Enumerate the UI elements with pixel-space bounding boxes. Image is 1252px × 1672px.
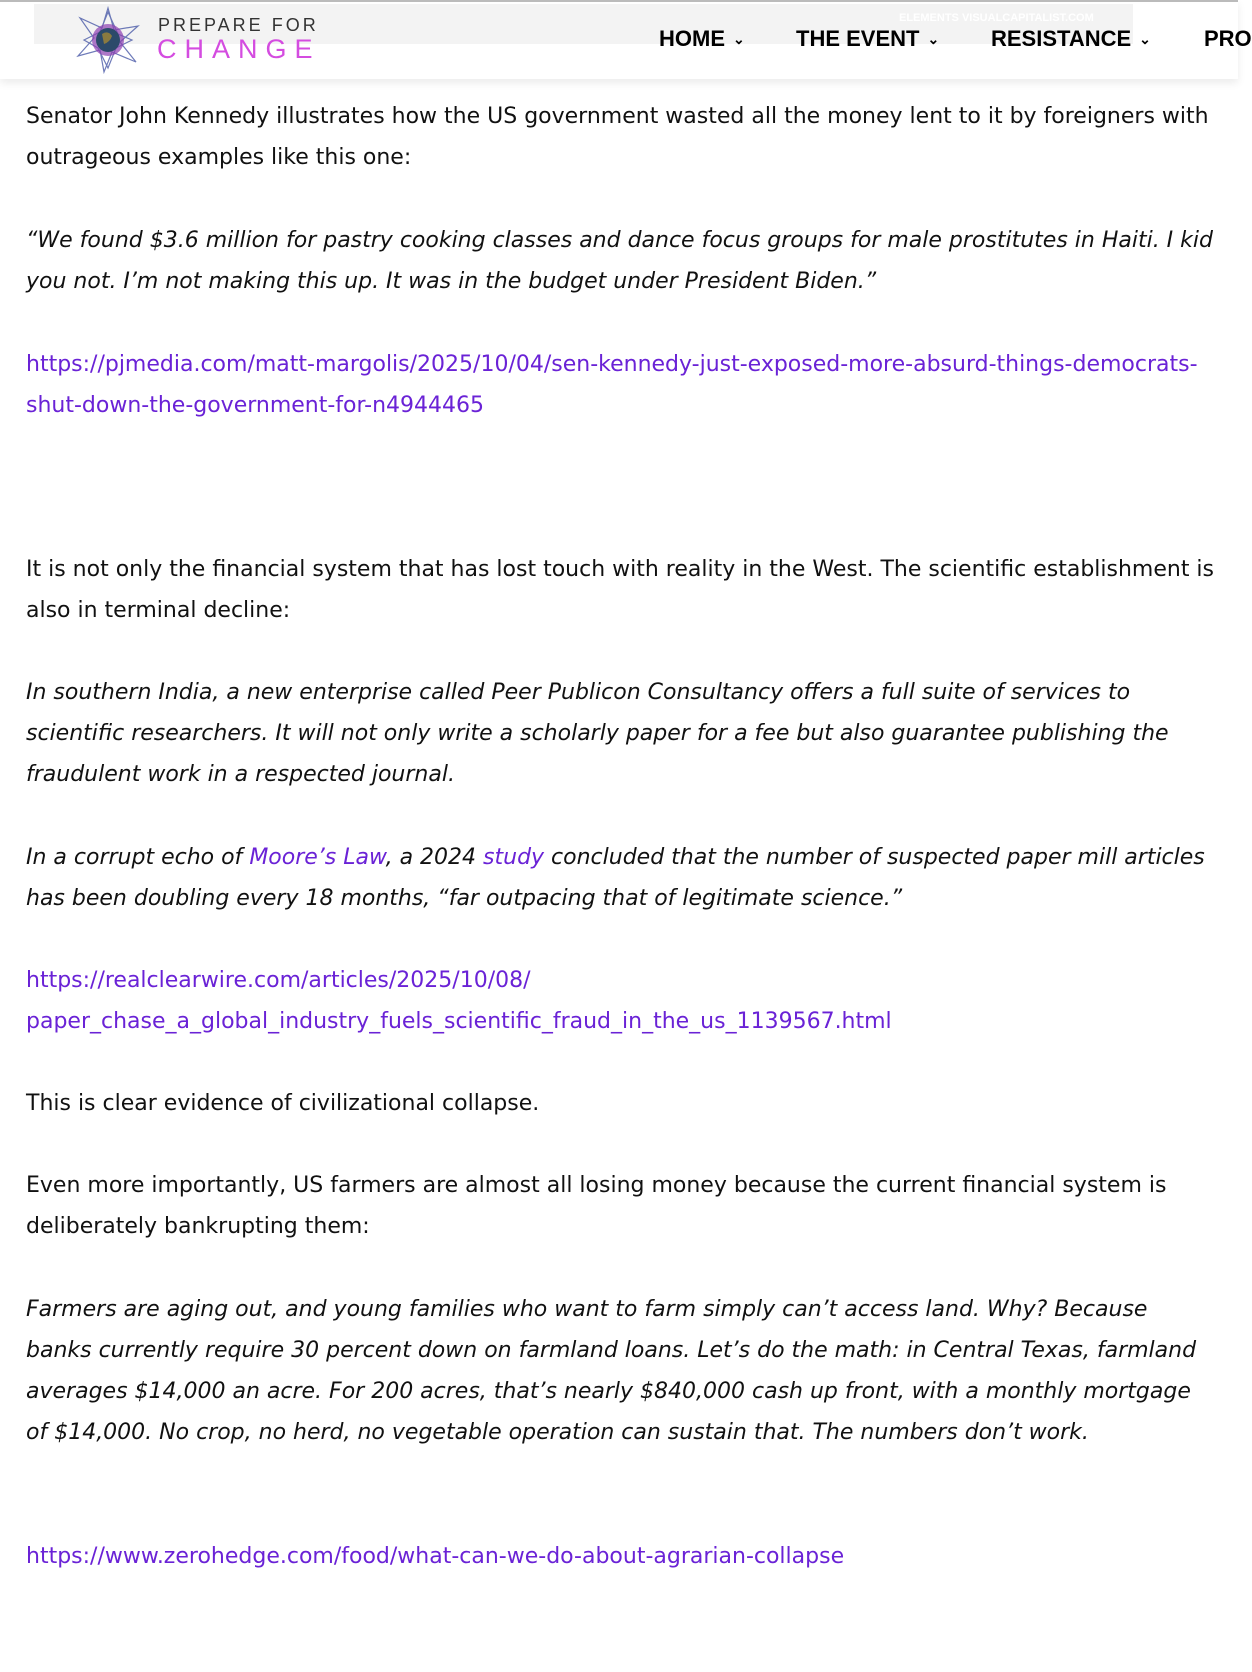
quote: In southern India, a new enterprise called Peer Publicon Consultancy offers a full suite of services to scientific researchers. It will not only write a scholarly paper for a fee but also guarantee publishing the fraudulent work in a respected journal. <box>26 680 1169 787</box>
logo-text-bottom: CHANGE <box>157 34 321 64</box>
nav-label: RESISTANCE <box>991 26 1132 51</box>
quote: “We found $3.6 million for pastry cooking classes and dance focus groups for male prostitutes in Haiti. I kid you not. I’m not making this up. It was in the budget under President Biden.” <box>26 228 1213 294</box>
nav-label: THE EVENT <box>796 26 920 51</box>
logo-globe-icon[interactable] <box>74 6 142 74</box>
link-line: paper_chase_a_global_industry_fuels_scientific_fraud_in_the_us_1139567.html <box>26 1009 892 1034</box>
nav-pro[interactable] <box>1204 26 1252 52</box>
chevron-down-icon: ⌄ <box>1139 31 1151 47</box>
nav-label: PRO <box>1204 26 1252 51</box>
chevron-down-icon: ⌄ <box>927 31 940 47</box>
site-header <box>0 0 1252 79</box>
link-moores-law[interactable]: Moore’s Law <box>249 845 386 870</box>
link-line: https://realclearwire.com/articles/2025/10/08/ <box>26 968 531 993</box>
nav-the-event[interactable] <box>796 26 939 52</box>
paragraph: Even more importantly, US farmers are almost all losing money because the current financial system is deliberately bankrupting them: <box>26 1173 1167 1239</box>
text: In a corrupt echo of <box>26 845 250 870</box>
quote: Farmers are aging out, and young families who want to farm simply can’t access land. Why? Because banks currently require 30 percent down on farmland loans. Let’s do the math: in Central Texas, farmland averages $14,000 an acre. For 200 acres, that’s nearly $840,000 cash up front, with a monthly mortgage of $14,000. No crop, no herd, no vegetable operation can sustain that. The numbers don’t work. <box>26 1297 1197 1445</box>
text: concluded that the number of suspected paper mill articles has been doubling every 18 months, “far outpacing that of legitimate science.” <box>26 845 1205 911</box>
source-link-realclearwire[interactable] <box>26 968 892 1034</box>
source-link-pjmedia[interactable]: https://pjmedia.com/matt-margolis/2025/10/04/sen-kennedy-just-exposed-more-absurd-things-democrats-shut-down-the-government-for-n4944465 <box>26 352 1198 418</box>
logo-text-top: PREPARE FOR <box>158 15 319 35</box>
nav-label: HOME <box>659 26 725 51</box>
nav-home[interactable] <box>659 26 745 52</box>
nav-resistance[interactable] <box>991 26 1151 52</box>
chevron-down-icon: ⌄ <box>733 31 745 47</box>
ad-text: ELEMENTS VISUALCAPITALIST.COM <box>899 12 1094 24</box>
paragraph: Senator John Kennedy illustrates how the US government wasted all the money lent to it by foreigners with outrageous examples like this one: <box>26 104 1209 170</box>
text: , a 2024 <box>385 845 484 870</box>
paragraph: It is not only the financial system that has lost touch with reality in the West. The scientific establishment is also in terminal decline: <box>26 557 1215 623</box>
link-study[interactable]: study <box>483 845 545 870</box>
source-link-zerohedge[interactable]: https://www.zerohedge.com/food/what-can-we-do-about-agrarian-collapse <box>26 1544 845 1569</box>
paragraph: This is clear evidence of civilizational collapse. <box>26 1091 540 1116</box>
quote <box>26 837 1216 919</box>
